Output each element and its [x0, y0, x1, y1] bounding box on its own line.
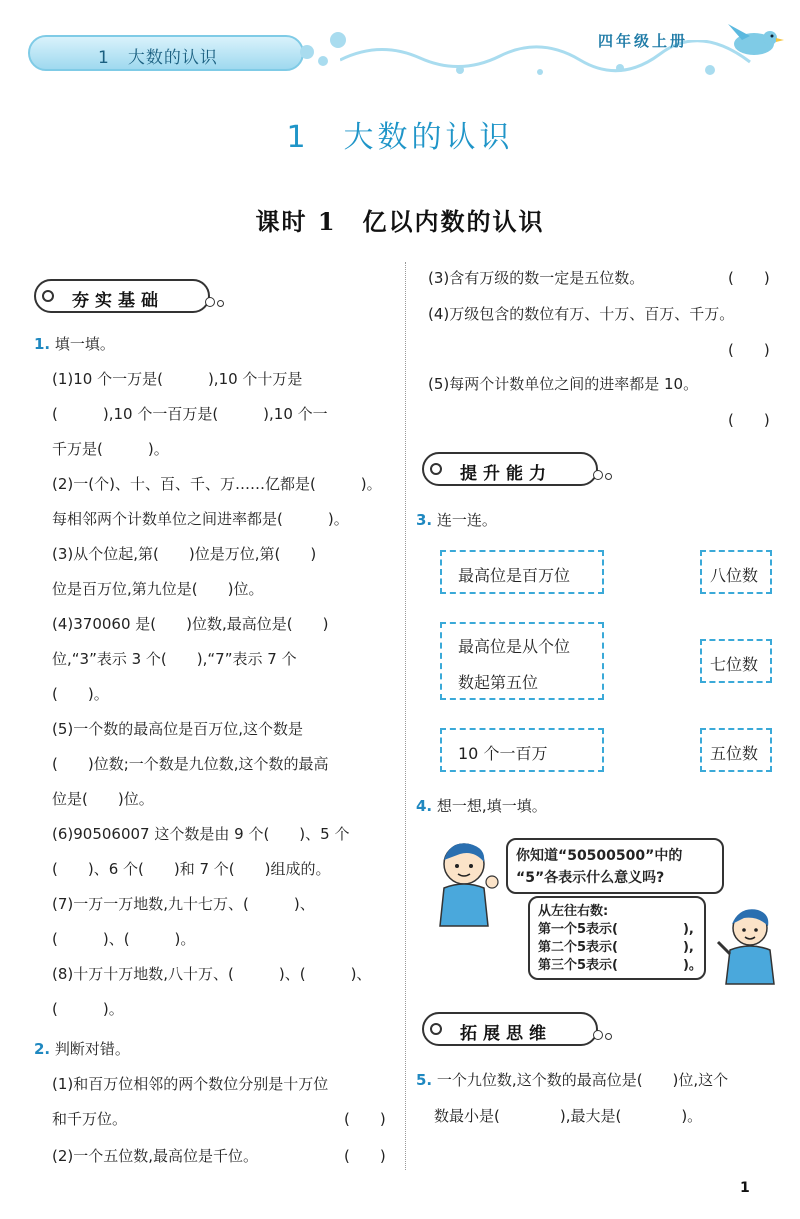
question-title-text: 连一连。 — [436, 511, 497, 529]
question-3-title — [416, 510, 497, 530]
badge-ring-icon — [430, 1023, 442, 1035]
q1-line: ( )、6 个( )和 7 个( )组成的。 — [52, 860, 331, 878]
section-title: 提升能力 — [460, 464, 552, 484]
boy-right-icon — [714, 906, 784, 986]
question-number: 4. — [416, 797, 433, 815]
q1-line: (5)一个数的最高位是百万位,这个数是 — [52, 720, 304, 738]
q1-line: (6)90506007 这个数是由 9 个( )、5 个 — [52, 825, 350, 843]
q1-line: ( )。 — [52, 685, 109, 703]
answer-paren: ( ) — [344, 1147, 386, 1165]
q1-line: ( )、( )。 — [52, 930, 196, 948]
match-left-box[interactable] — [440, 728, 604, 772]
answer-paren: ( ) — [728, 341, 770, 359]
decor-bubble — [300, 45, 314, 59]
badge-dots-icon — [205, 292, 226, 311]
q1-line: 位是百万位,第九位是( )位。 — [52, 580, 264, 598]
question-5-line2: 数最小是( ),最大是( )。 — [434, 1107, 703, 1125]
speech-text: “5”各表示什么意义吗? — [516, 870, 665, 886]
q2-line: (4)万级包含的数位有万、十万、百万、千万。 — [428, 305, 735, 323]
chapter-tab-label: 1 大数的认识 — [98, 48, 218, 68]
match-left-label: 数起第五位 — [458, 673, 539, 692]
lesson-title: 课时 1 亿以内数的认识 — [255, 207, 545, 236]
q1-line: (1)10 个一万是( ),10 个十万是 — [52, 370, 303, 388]
q2-line: (3)含有万级的数一定是五位数。 — [428, 269, 645, 287]
answer-text: 第二个5表示( ), — [538, 940, 694, 955]
question-4-title — [416, 796, 547, 816]
section-title: 拓展思维 — [460, 1024, 552, 1044]
answer-text: 从左往右数: — [538, 904, 609, 919]
match-right-label: 七位数 — [710, 655, 759, 674]
q1-line: (4)370060 是( )位数,最高位是( ) — [52, 615, 329, 633]
section-badge-ability — [422, 452, 598, 486]
q1-line: (7)一万一万地数,九十七万、( )、 — [52, 895, 315, 913]
q1-line: ( )。 — [52, 1000, 124, 1018]
match-left-label: 最高位是从个位 — [458, 637, 571, 656]
match-right-label: 五位数 — [710, 744, 759, 763]
q1-line: ( )位数;一个数是九位数,这个数的最高 — [52, 755, 329, 773]
badge-ring-icon — [42, 290, 54, 302]
badge-dots-icon — [593, 1025, 614, 1044]
q1-line: 千万是( )。 — [52, 440, 169, 458]
decor-wave-icon — [340, 40, 760, 80]
match-right-box[interactable] — [700, 550, 772, 594]
q1-line: ( ),10 个一百万是( ),10 个一 — [52, 405, 328, 423]
question-text: 一个九位数,这个数的最高位是( )位,这个 — [436, 1071, 729, 1089]
answer-text: 第一个5表示( ), — [538, 922, 694, 937]
q1-line: (3)从个位起,第( )位是万位,第( ) — [52, 545, 317, 563]
badge-dots-icon — [593, 465, 614, 484]
question-1-title — [34, 334, 115, 354]
question-number: 2. — [34, 1040, 51, 1058]
question-5 — [416, 1070, 728, 1090]
q1-line: 位是( )位。 — [52, 790, 154, 808]
answer-paren: ( ) — [344, 1110, 386, 1128]
grade-label: 四年级上册 — [598, 32, 689, 50]
q1-line: 每相邻两个计数单位之间进率都是( )。 — [52, 510, 349, 528]
q1-line: (2)一(个)、十、百、千、万……亿都是( )。 — [52, 475, 382, 493]
q2-line: (1)和百万位相邻的两个数位分别是十万位 — [52, 1075, 329, 1093]
speech-bubble-question — [506, 838, 724, 894]
badge-ring-icon — [430, 463, 442, 475]
q2-line: (2)一个五位数,最高位是千位。 — [52, 1147, 259, 1165]
speech-bubble-answer — [528, 896, 706, 980]
section-badge-extension — [422, 1012, 598, 1046]
question-title-text: 填一填。 — [54, 335, 115, 353]
question-number: 1. — [34, 335, 51, 353]
q1-line: 位,“3”表示 3 个( ),“7”表示 7 个 — [52, 650, 297, 668]
match-left-label: 最高位是百万位 — [458, 566, 571, 585]
answer-text: 第三个5表示( )。 — [538, 958, 702, 973]
chapter-title: 1 大数的认识 — [286, 120, 514, 155]
match-left-label: 10 个一百万 — [458, 744, 548, 763]
bird-icon — [722, 18, 784, 62]
page-number: 1 — [740, 1180, 750, 1196]
match-left-box[interactable] — [440, 622, 604, 700]
question-number: 5. — [416, 1071, 433, 1089]
match-left-box[interactable] — [440, 550, 604, 594]
match-right-box[interactable] — [700, 728, 772, 772]
answer-paren: ( ) — [728, 411, 770, 429]
chapter-tab — [28, 35, 304, 71]
question-title-text: 想一想,填一填。 — [436, 797, 547, 815]
q1-line: (8)十万十万地数,八十万、( )、( )、 — [52, 965, 372, 983]
speech-text: 你知道“50500500”中的 — [516, 848, 683, 864]
answer-paren: ( ) — [728, 269, 770, 287]
section-badge-basic — [34, 279, 210, 313]
q2-line: (5)每两个计数单位之间的进率都是 10。 — [428, 375, 699, 393]
decor-bubble — [318, 56, 328, 66]
question-2-title — [34, 1039, 130, 1059]
question-title-text: 判断对错。 — [54, 1040, 130, 1058]
match-right-box[interactable] — [700, 639, 772, 683]
question-number: 3. — [416, 511, 433, 529]
section-title: 夯实基础 — [72, 291, 164, 311]
q2-line: 和千万位。 — [52, 1110, 128, 1128]
match-right-label: 八位数 — [710, 566, 759, 585]
column-divider — [405, 262, 406, 1170]
boy-left-icon — [430, 838, 500, 928]
